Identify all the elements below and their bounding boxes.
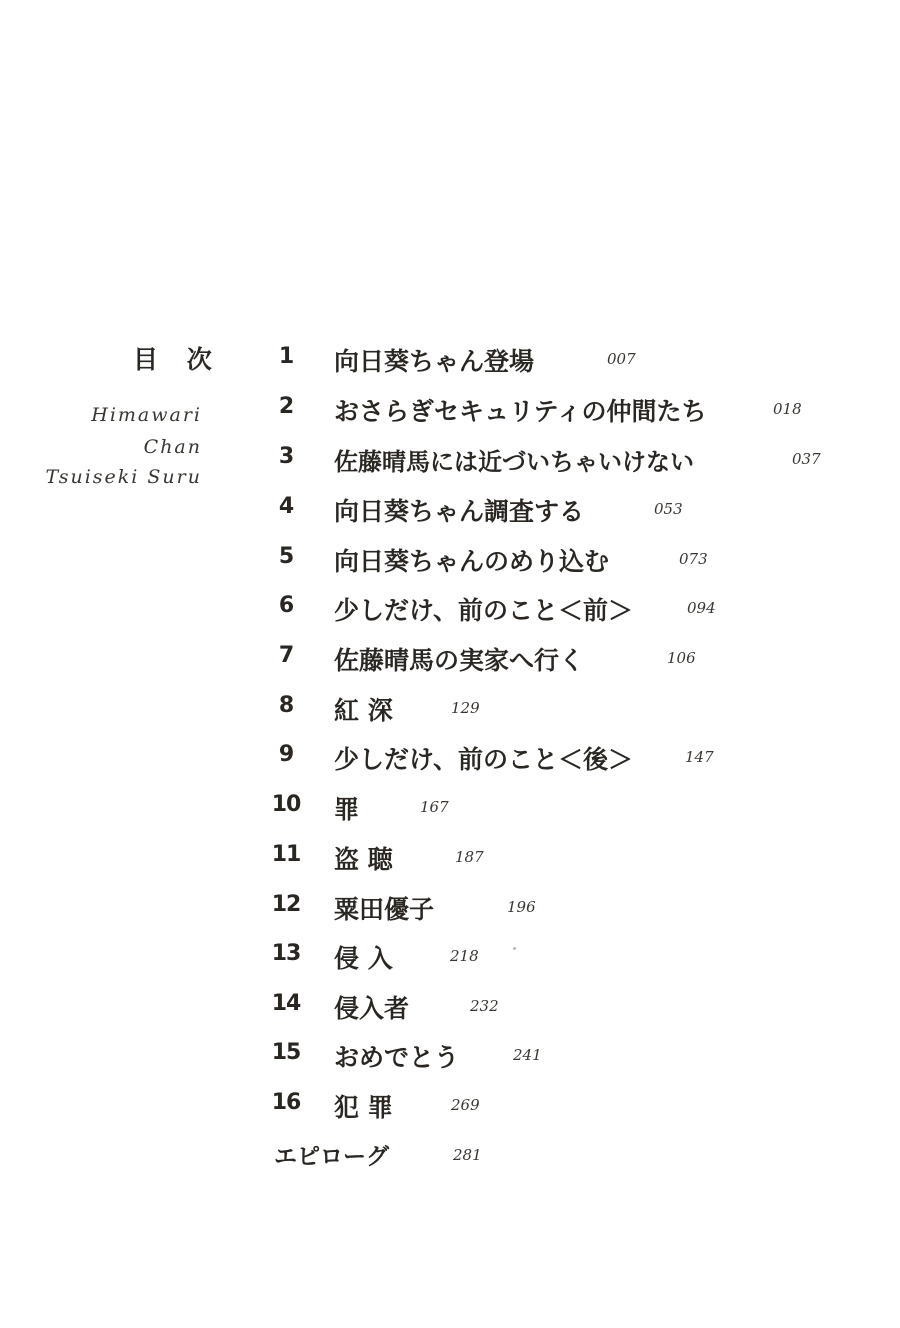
chapter-number: 6 xyxy=(278,593,294,618)
toc-entry-epilogue[interactable] xyxy=(0,1136,900,1176)
chapter-title: 紅 深 xyxy=(334,696,393,725)
subtitle-line-3: Tsuiseki Suru xyxy=(45,466,202,488)
chapter-number: 1 xyxy=(278,344,294,369)
toc-heading: 目 次 xyxy=(133,345,222,374)
page-number: 232 xyxy=(470,997,499,1015)
chapter-title: 盗 聴 xyxy=(334,845,393,874)
toc-entry-14[interactable] xyxy=(0,987,900,1027)
toc-entry-8[interactable] xyxy=(0,689,900,729)
subtitle-line-1: Himawari xyxy=(91,404,202,426)
page-number: 187 xyxy=(455,848,484,866)
toc-entry-5[interactable] xyxy=(0,540,900,580)
toc-entry-13[interactable] xyxy=(0,937,900,977)
chapter-number: 10 xyxy=(271,792,301,817)
chapter-number: 2 xyxy=(278,394,294,419)
chapter-title: 向日葵ちゃん調査する xyxy=(334,497,585,526)
page-number: 147 xyxy=(685,748,714,766)
toc-entry-1[interactable] xyxy=(0,340,900,380)
toc-entry-4[interactable] xyxy=(0,490,900,530)
chapter-number: 16 xyxy=(271,1090,301,1115)
chapter-number: 9 xyxy=(278,742,294,767)
chapter-title: 侵 入 xyxy=(334,944,393,973)
page-number: 073 xyxy=(679,550,708,568)
chapter-number: 13 xyxy=(271,941,301,966)
toc-entry-6[interactable] xyxy=(0,589,900,629)
chapter-number: 14 xyxy=(271,991,301,1016)
print-speck xyxy=(513,947,516,950)
page-number: 053 xyxy=(654,500,683,518)
toc-entry-12[interactable] xyxy=(0,888,900,928)
chapter-title: 向日葵ちゃん登場 xyxy=(334,347,535,376)
page-number: 241 xyxy=(513,1046,542,1064)
page-number: 129 xyxy=(451,699,480,717)
chapter-title: 向日葵ちゃんのめり込む xyxy=(334,547,610,576)
subtitle-line-2: Chan xyxy=(143,436,202,458)
chapter-title: 少しだけ、前のこと＜前＞ xyxy=(334,596,634,625)
chapter-number: 3 xyxy=(278,444,294,469)
page-number: 106 xyxy=(667,649,696,667)
page-number: 094 xyxy=(687,599,716,617)
chapter-title: 粟田優子 xyxy=(334,895,435,924)
chapter-number: 7 xyxy=(278,643,294,668)
toc-entry-15[interactable] xyxy=(0,1036,900,1076)
page-number: 167 xyxy=(420,798,449,816)
chapter-number: 15 xyxy=(271,1040,301,1065)
page-number: 018 xyxy=(773,400,802,418)
chapter-title: おさらぎセキュリティの仲間たち xyxy=(334,397,707,426)
chapter-title: おめでとう xyxy=(334,1043,460,1072)
page-number: 037 xyxy=(792,450,821,468)
chapter-title: 侵入者 xyxy=(334,994,410,1023)
page-number: 007 xyxy=(607,350,636,368)
chapter-title: 少しだけ、前のこと＜後＞ xyxy=(334,745,634,774)
chapter-number: 8 xyxy=(278,693,294,718)
page-number: 269 xyxy=(451,1096,480,1114)
toc-entry-11[interactable] xyxy=(0,838,900,878)
chapter-number: 5 xyxy=(278,544,294,569)
chapter-title: 佐藤晴馬の実家へ行く xyxy=(334,646,585,675)
chapter-title: エピローグ xyxy=(274,1144,389,1170)
toc-entry-10[interactable] xyxy=(0,788,900,828)
chapter-number: 11 xyxy=(271,842,301,867)
toc-entry-7[interactable] xyxy=(0,639,900,679)
chapter-title: 罪 xyxy=(334,795,360,824)
chapter-title: 佐藤晴馬には近づいちゃいけない xyxy=(334,448,694,476)
toc-entry-9[interactable] xyxy=(0,738,900,778)
toc-entry-2[interactable] xyxy=(0,390,900,430)
toc-entry-16[interactable] xyxy=(0,1086,900,1126)
page-number: 196 xyxy=(507,898,536,916)
chapter-title: 犯 罪 xyxy=(334,1093,393,1122)
toc-entry-3[interactable] xyxy=(0,440,900,480)
page-number: 218 xyxy=(450,947,479,965)
chapter-number: 12 xyxy=(271,892,301,917)
page-number: 281 xyxy=(453,1146,482,1164)
chapter-number: 4 xyxy=(278,494,294,519)
